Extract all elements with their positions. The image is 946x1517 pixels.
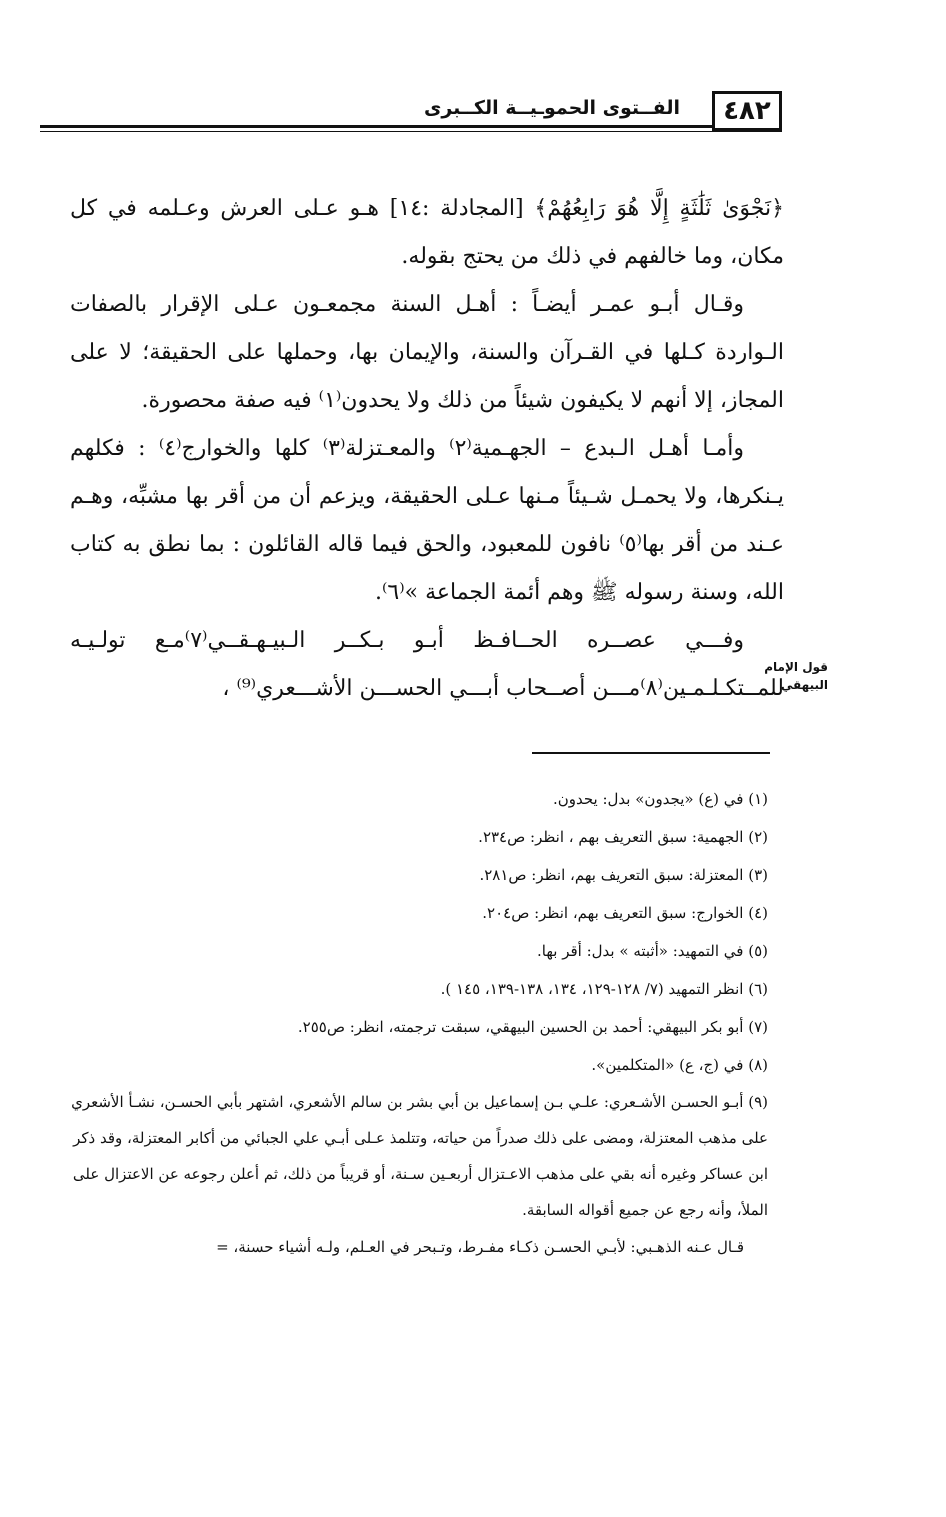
header-rule-thin xyxy=(40,131,782,132)
footnotes xyxy=(60,780,768,1266)
footnote-continuation: قـال عـنه الذهـبي: لأبـي الحسـن ذكـاء مفـرط، وتـبحر في العـلم، ولـه أشياء حسنة، = xyxy=(216,1238,744,1256)
margin-note: قول الإمام البيهقي xyxy=(764,660,828,692)
paragraph: ﴿نَجْوَىٰ ثَلَٰثَةٍ إِلَّا هُوَ رَابِعُهُمْ﴾ [المجادلة :١٤] هـو عـلى العرش وعـلمه في كل مكان، وما خالفهم في ذلك من يحتج بقوله. xyxy=(70,196,784,269)
paragraph: وفـــي عصــره الحــافـظ أبـو بـكــر الـبيـهـقــي⁽٧⁾مـع تولـيـه للمــتكـلـمـين⁽٨⁾مـــن أصــحاب أبـــي الحســـن الأشـــعري⁽⁹⁾ ، xyxy=(70,628,784,701)
footnote: (٥) في التمهيد: «أثبته » بدل: أقر بها. xyxy=(537,942,768,960)
paragraph: وقـال أبـو عمـر أيضـاً : أهـل السنة مجمعـون عـلى الإقرار بالصفات الـواردة كـلها في القـرآن والسنة، والإيمان بها، وحملها على الحقيقة؛ لا على المجاز، إلا أنهم لا يكيفون شيئاً من ذلك ولا يحدون⁽١⁾ فيه صفة محصورة. xyxy=(70,292,784,413)
footnote: (٣) المعتزلة: سبق التعريف بهم، انظر: ص٢٨١. xyxy=(479,866,768,884)
footnote: (٨) في (ج، ع) «المتكلمين». xyxy=(591,1056,768,1074)
footnote: (٦) انظر التمهيد (٧/ ١٢٨-١٢٩، ١٣٤، ١٣٨-١٣٩، ١٤٥ ). xyxy=(440,980,768,998)
main-text xyxy=(70,185,784,713)
footnote: (٤) الخوارج: سبق التعريف بهم، انظر: ص٢٠٤. xyxy=(482,904,768,922)
footnote: (٧) أبو بكر البيهقي: أحمد بن الحسين البيهقي، سبقت ترجمته، انظر: ص٢٥٥. xyxy=(297,1018,768,1036)
footnote-separator xyxy=(532,752,770,754)
footnote: (١) في (ع) «يجدون» بدل: يحدون. xyxy=(552,790,768,808)
book-title: الفــتوى الحموـيــة الكــبرى xyxy=(423,97,680,119)
page-number: ٤٨٢ xyxy=(712,91,782,131)
paragraph: وأمـا أهـل الـبدع – الجهـمية⁽٢⁾ والمعـتزلة⁽٣⁾ كلها والخوارج⁽٤⁾ : فكلهم يـنكرها، ولا يحمـل شـيئاً مـنها عـلى الحقيقة، ويزعم أن من أقر بها مشبِّه، وهـم عـند من أقر بها⁽٥⁾ نافون للمعبود، والحق فيما قاله القائلون : بما نطق به كتاب الله، وسنة رسوله ﷺ وهم أئمة الجماعة »⁽٦⁾. xyxy=(70,436,784,605)
running-header xyxy=(40,95,782,139)
footnote: (٢) الجهمية: سبق التعريف بهم ، انظر: ص٢٣٤. xyxy=(478,828,768,846)
footnote: (٩) أبـو الحسـن الأشـعري: علـي بـن إسماعيل بن أبي بشر بن سالم الأشعري، اشتهر بأبي الحسـن، نشـأ الأشعري على مذهب المعتزلة، ومضى على ذلك صدراً من حياته، وتتلمذ عـلى أبـي علي الجبائي من أكابر المعتزلة، وقد ذكر ابن عساكر وغيره أنه بقي على مذهب الاعـتزال أربعـين سـنة، أو قريباً من ذلك، ثم أعلن رجوعه عن الاعتزال على الملأ، وأنه رجع عن جميع أقواله السابقة. xyxy=(71,1093,768,1219)
header-rule xyxy=(40,125,782,128)
